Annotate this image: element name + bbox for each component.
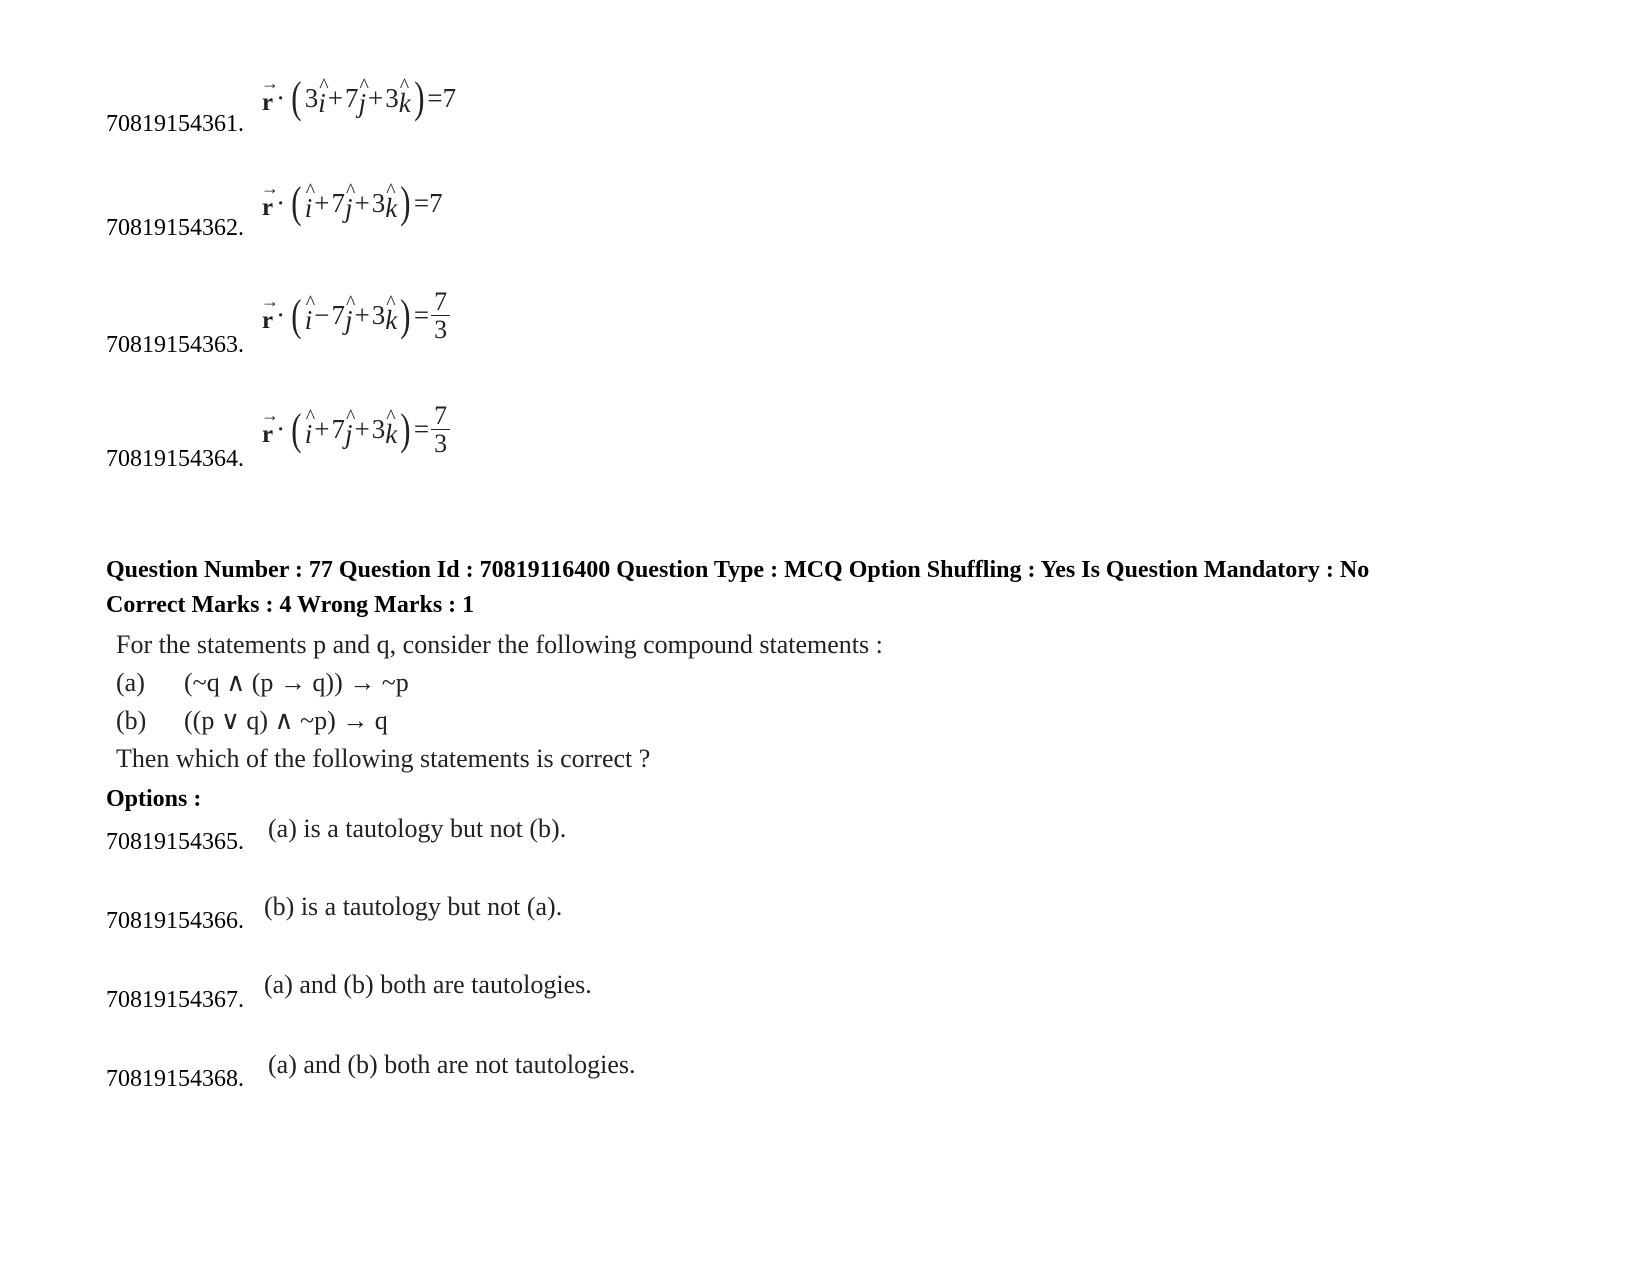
fraction: $\frac{7}{3}$ bbox=[431, 288, 450, 344]
vector-r: → r bbox=[262, 411, 273, 449]
statement-b bbox=[116, 706, 388, 736]
vector-r: → r bbox=[262, 79, 273, 117]
fraction: $\frac{7}{3}$ bbox=[431, 402, 450, 458]
vector-r: → r bbox=[262, 184, 273, 222]
option-text: (a) and (b) both are not tautologies. bbox=[268, 1050, 636, 1079]
question-prompt: Then which of the following statements is correct ? bbox=[116, 744, 651, 773]
option-id: 70819154368. bbox=[106, 1066, 244, 1092]
option-math: → r · ( 3 ^ i + 7 ^ j + 3 ^ k ) = 7 bbox=[262, 76, 456, 120]
statement-a bbox=[116, 668, 409, 698]
vector-r: → r bbox=[262, 297, 273, 335]
option-text: (a) is a tautology but not (b). bbox=[268, 814, 567, 843]
option-text: (b) is a tautology but not (a). bbox=[264, 892, 563, 921]
option-text: (a) and (b) both are tautologies. bbox=[264, 970, 592, 999]
statement-expr: ((p ∨ q) ∧ ~p) → q bbox=[184, 706, 388, 735]
statement-label: (a) bbox=[116, 668, 145, 697]
option-id: 70819154364. bbox=[106, 446, 244, 472]
option-id: 70819154366. bbox=[106, 908, 244, 934]
option-id: 70819154362. bbox=[106, 215, 244, 241]
question-header: Question Number : 77 Question Id : 70819116400 Question Type : MCQ Option Shuffling : Yes Is Question Mandatory : No bbox=[106, 557, 1370, 583]
marks-header: Correct Marks : 4 Wrong Marks : 1 bbox=[106, 592, 475, 618]
option-math: → r · ( ^ i + 7 ^ j + 3 ^ k ) = $\frac{7}{3}$ bbox=[262, 402, 450, 458]
statement-label: (b) bbox=[116, 706, 147, 735]
statement-expr: (~q ∧ (p → q)) → ~p bbox=[184, 668, 409, 697]
option-id: 70819154363. bbox=[106, 332, 244, 358]
option-id: 70819154367. bbox=[106, 987, 244, 1013]
question-intro: For the statements p and q, consider the following compound statements : bbox=[116, 630, 883, 659]
option-id: 70819154361. bbox=[106, 111, 244, 137]
option-math: → r · ( ^ i − 7 ^ j + 3 ^ k ) = $\frac{7}{3}$ bbox=[262, 288, 450, 344]
option-id: 70819154365. bbox=[106, 829, 244, 855]
option-math: → r · ( ^ i + 7 ^ j + 3 ^ k ) = 7 bbox=[262, 181, 443, 225]
options-label: Options : bbox=[106, 786, 202, 812]
